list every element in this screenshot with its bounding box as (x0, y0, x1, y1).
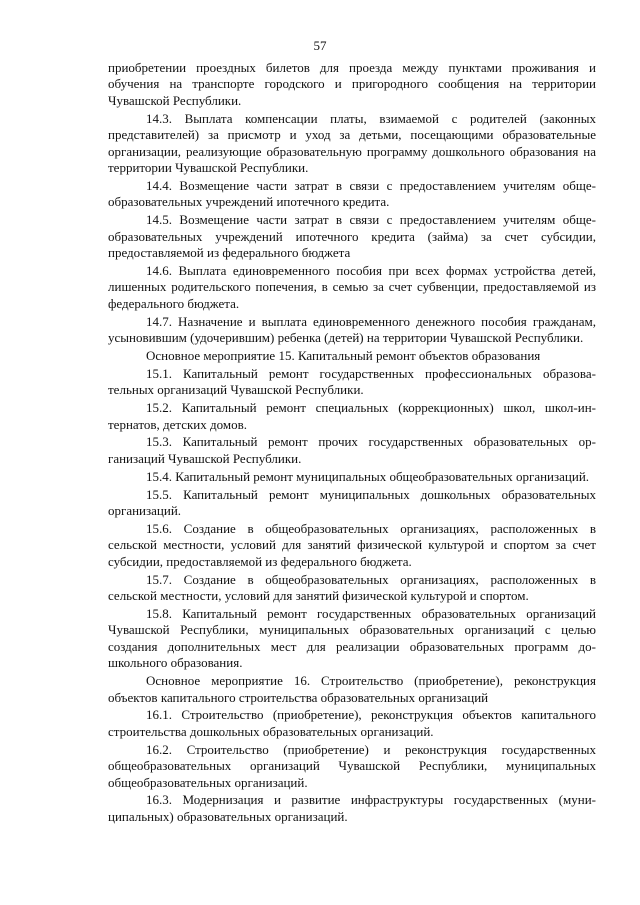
paragraph-15-6: 15.6. Создание в общеобразовательных организациях, расположенных в сельской местности, условий для занятий физической культурой и спортом за счет субсидии, предоставляемой из федерального бюджета. (108, 520, 596, 569)
heading-activity-15: Основное мероприятие 15. Капитальный ремонт объектов образования (146, 347, 541, 363)
paragraph-15-8: 15.8. Капитальный ремонт государственных образовательных организаций Чувашской Республики, муниципальных образовательных организаций с целью создания дополнительных мест для реализации образовательных программ дошкольного образования. (108, 606, 596, 671)
paragraph-16-3: 16.3. Модернизация и развитие инфраструктуры государственных (муниципальных) образовательных организаций. (108, 792, 596, 824)
paragraph-15-5: 15.5. Капитальный ремонт муниципальных дошкольных образовательных организаций. (108, 486, 596, 519)
heading-activity-16: Основное мероприятие 16. Строительство (приобретение), реконструкция объектов капитального строительства образовательных организаций (108, 673, 596, 705)
paragraph-continuation: приобретении проездных билетов для проезда между пунктами проживания и обучения на транспорте городского и пригородного сообщения на территории Чувашской Республики. (108, 60, 596, 108)
paragraph-14-7: 14.7. Назначение и выплата единовременного денежного пособия гражданам, усыновившим (удочерившим) ребенка (детей) на территории Чувашской Республики. (108, 313, 596, 345)
paragraph-15-7: 15.7. Создание в общеобразовательных организациях, расположенных в сельской местности, условий для занятий физической культурой и спортом. (108, 571, 596, 604)
paragraph-14-6: 14.6. Выплата единовременного пособия при всех формах устройства детей, лишенных родительского попечения, в семью за счет субвенции, предоставляемой из федерального бюджета. (108, 262, 596, 311)
paragraph-15-1: 15.1. Капитальный ремонт государственных профессиональных образовательных организаций Чувашской Республики. (108, 365, 596, 398)
paragraph-15-4: 15.4. Капитальный ремонт муниципальных общеобразовательных организаций. (146, 468, 590, 484)
paragraph-16-2: 16.2. Строительство (приобретение) и реконструкция государственных общеобразовательных организаций Чувашской Республики, муниципальных общеобразовательных организаций. (108, 741, 596, 790)
page-number: 57 (313, 38, 327, 53)
document-body (108, 60, 596, 827)
paragraph-14-5: 14.5. Возмещение части затрат в связи с предоставлением учителям общеобразовательных учреждений ипотечного кредита (займа) за счет субсидии, предоставляемой из федерального бюджета (108, 212, 596, 260)
paragraph-14-4: 14.4. Возмещение части затрат в связи с предоставлением учителям общеобразовательных учреждений ипотечного кредита. (108, 177, 596, 210)
paragraph-16-1: 16.1. Строительство (приобретение), реконструкция объектов капитального строительства дошкольных образовательных организаций. (108, 707, 596, 739)
paragraph-14-3: 14.3. Выплата компенсации платы, взимаемой с родителей (законных представителей) за присмотр и уход за детьми, посещающими образовательные организации, реализующие образовательную программу дошкольного образования на территории Чувашской Республики. (108, 110, 596, 175)
paragraph-15-2: 15.2. Капитальный ремонт специальных (коррекционных) школ, школ-интернатов, детских домов. (108, 400, 596, 432)
paragraph-15-3: 15.3. Капитальный ремонт прочих государственных образовательных организаций Чувашской Республики. (108, 434, 596, 466)
